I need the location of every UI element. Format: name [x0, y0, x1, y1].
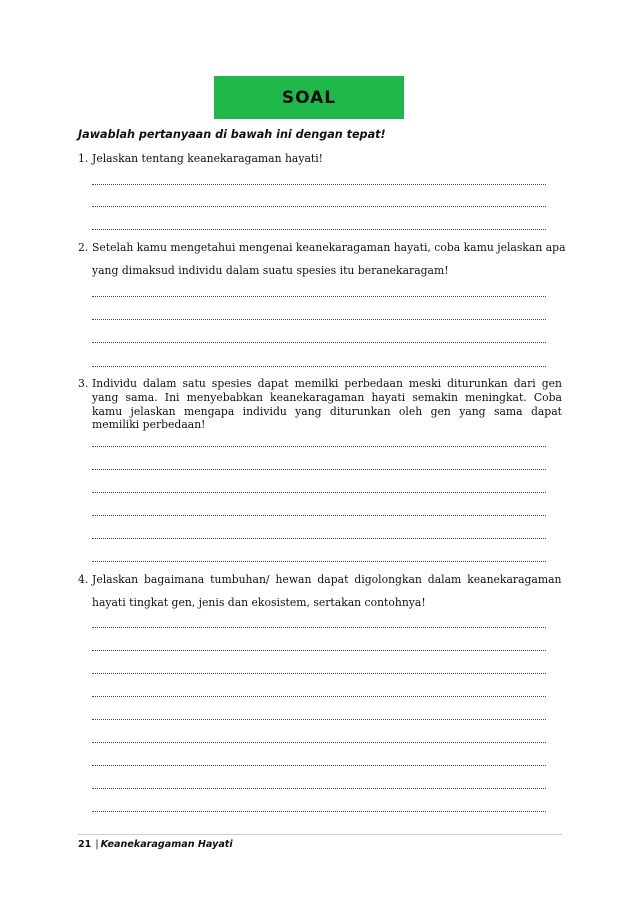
question-text: Individu dalam satu spesies dapat memilki perbedaan meski diturunkan dari gen yang sama. Ini menyebabkan keanekaragaman hayati semakin meningkat. Coba kamu jelaskan mengapa individu yang diturunkan oleh gen yang sama dapat memiliki perbedaan! [92, 377, 562, 432]
answer-line[interactable] [92, 742, 546, 743]
question-text: Setelah kamu mengetahui mengenai keanekaragaman hayati, coba kamu jelaskan apa [92, 241, 566, 254]
answer-line[interactable] [92, 719, 546, 720]
answer-line[interactable] [92, 765, 546, 766]
answer-line[interactable] [92, 627, 546, 628]
question-text-continued: yang dimaksud individu dalam suatu spesies itu beranekaragam! [92, 264, 449, 277]
answer-line[interactable] [92, 673, 546, 674]
question-text: Jelaskan tentang keanekaragaman hayati! [92, 152, 324, 165]
answer-line[interactable] [92, 561, 546, 562]
footer-separator: | [95, 839, 99, 850]
answer-line[interactable] [92, 650, 546, 651]
answer-line[interactable] [92, 811, 546, 812]
answer-line[interactable] [92, 366, 546, 367]
footer-divider [78, 834, 562, 835]
banner-title: SOAL [281, 87, 337, 108]
question-number: 4. [78, 573, 89, 586]
footer-title: Keanekaragaman Hayati [100, 839, 233, 850]
answer-line[interactable] [92, 229, 546, 230]
answer-line[interactable] [92, 184, 546, 185]
question-number: 1. [78, 152, 89, 165]
instruction-text: Jawablah pertanyaan di bawah ini dengan tepat! [78, 128, 386, 141]
question-2 [78, 241, 566, 277]
answer-line[interactable] [92, 446, 546, 447]
answer-line[interactable] [92, 342, 546, 343]
page-footer [78, 839, 233, 850]
question-text: Jelaskan bagaimana tumbuhan/ hewan dapat digolongkan dalam keanekaragaman [92, 573, 562, 586]
page-number: 21 [78, 839, 92, 850]
answer-line[interactable] [92, 788, 546, 789]
answer-line[interactable] [92, 319, 546, 320]
answer-line[interactable] [92, 492, 546, 493]
question-number: 2. [78, 241, 89, 254]
question-4 [78, 573, 562, 609]
question-text-continued: hayati tingkat gen, jenis dan ekosistem, sertakan contohnya! [92, 596, 426, 609]
answer-line[interactable] [92, 696, 546, 697]
question-3 [78, 377, 562, 432]
question-number: 3. [78, 377, 89, 390]
answer-line[interactable] [92, 206, 546, 207]
answer-line[interactable] [92, 538, 546, 539]
soal-banner [214, 76, 404, 119]
answer-line[interactable] [92, 469, 546, 470]
question-1 [78, 152, 562, 165]
answer-line[interactable] [92, 515, 546, 516]
answer-line[interactable] [92, 296, 546, 297]
